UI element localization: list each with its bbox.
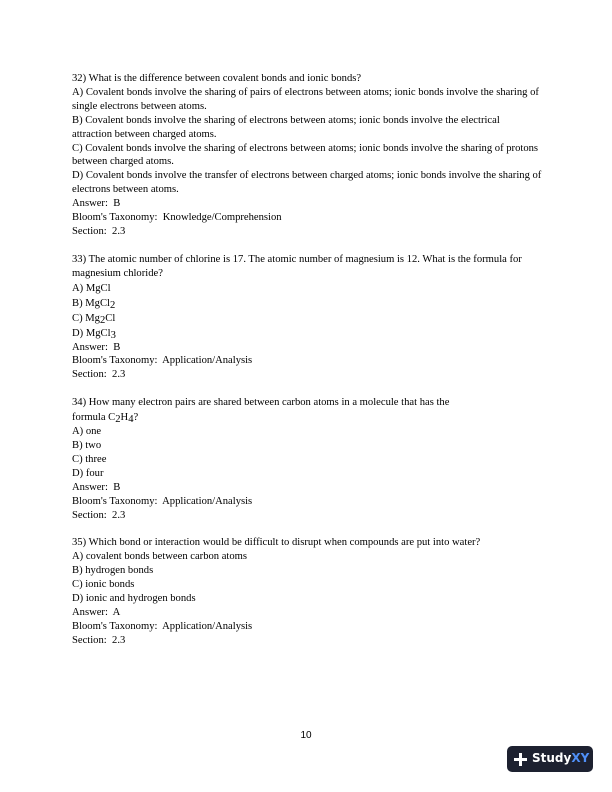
option-c-text: C) Mg	[72, 312, 100, 324]
question-stem: 32) What is the difference between covalent bonds and ionic bonds?	[72, 73, 362, 84]
option-a: A) Covalent bonds involve the sharing of pairs of electrons between atoms; ionic bonds involve the sharing of single electrons between atoms.	[72, 86, 542, 112]
option-c: C) ionic bonds	[72, 579, 135, 591]
answer: Answer: B	[72, 341, 121, 353]
question-stem: 33) The atomic number of chlorine is 17. The atomic number of magnesium is 12. What is the formula for magnesium chloride?	[72, 253, 525, 279]
bloom-taxonomy: Bloom's Taxonomy: Knowledge/Comprehension	[72, 212, 282, 224]
brand-study: Study	[532, 751, 572, 766]
question-stem: 35) Which bond or interaction would be difficult to disrupt when compounds are put into water?	[72, 537, 481, 549]
option-c-text-end: Cl	[105, 312, 116, 324]
option-d: D) four	[72, 467, 104, 479]
option-c	[72, 311, 542, 326]
subscript: 3	[110, 329, 116, 341]
option-d	[72, 326, 542, 341]
option-a: A) one	[72, 426, 102, 438]
subscript: 2	[109, 299, 116, 311]
bloom-taxonomy: Bloom's Taxonomy: Application/Analysis	[72, 495, 253, 507]
option-d-text: D) MgCl	[72, 327, 111, 339]
brand-xy: XY	[571, 751, 590, 766]
question-32	[72, 72, 542, 239]
option-c: C) Covalent bonds involve the sharing of electrons between atoms; ionic bonds involve the sharing of protons between charged atoms.	[72, 142, 541, 168]
question-33	[72, 253, 542, 383]
option-d: D) ionic and hydrogen bonds	[72, 592, 196, 604]
option-b: B) hydrogen bonds	[72, 565, 154, 577]
option-b	[72, 296, 542, 311]
section: Section: 2.3	[72, 509, 126, 521]
option-c: C) three	[72, 453, 107, 465]
section: Section: 2.3	[72, 369, 126, 381]
answer: Answer: A	[72, 606, 121, 618]
question-34	[72, 396, 542, 522]
option-a: A) covalent bonds between carbon atoms	[72, 551, 248, 563]
question-35	[72, 536, 542, 647]
stem-text: formula C	[72, 412, 116, 424]
question-stem-formula	[72, 410, 542, 425]
bloom-taxonomy: Bloom's Taxonomy: Application/Analysis	[72, 620, 253, 632]
option-b-text: B) MgCl	[72, 297, 110, 309]
option-a: A) MgCl	[72, 282, 111, 294]
stem-text: ?	[133, 412, 139, 424]
page-number: 10	[300, 730, 312, 741]
subscript: 4	[128, 414, 134, 426]
document-body	[72, 72, 542, 661]
section: Section: 2.3	[72, 634, 126, 646]
bloom-taxonomy: Bloom's Taxonomy: Application/Analysis	[72, 355, 253, 367]
subscript: 2	[115, 414, 121, 426]
option-b: B) two	[72, 440, 102, 451]
answer: Answer: B	[72, 198, 121, 210]
plus-icon	[514, 753, 527, 766]
studyxy-badge[interactable]	[507, 746, 593, 772]
answer: Answer: B	[72, 481, 121, 493]
option-b: B) Covalent bonds involve the sharing of electrons between atoms; ionic bonds involve the electrical attraction between charged atoms.	[72, 114, 503, 140]
question-stem: 34) How many electron pairs are shared between carbon atoms in a molecule that has the	[72, 397, 450, 409]
section: Section: 2.3	[72, 225, 126, 237]
option-d: D) Covalent bonds involve the transfer of electrons between charged atoms; ionic bonds involve the sharing of electrons between atoms.	[72, 170, 544, 196]
stem-text: H	[120, 412, 129, 424]
subscript: 2	[99, 314, 106, 326]
